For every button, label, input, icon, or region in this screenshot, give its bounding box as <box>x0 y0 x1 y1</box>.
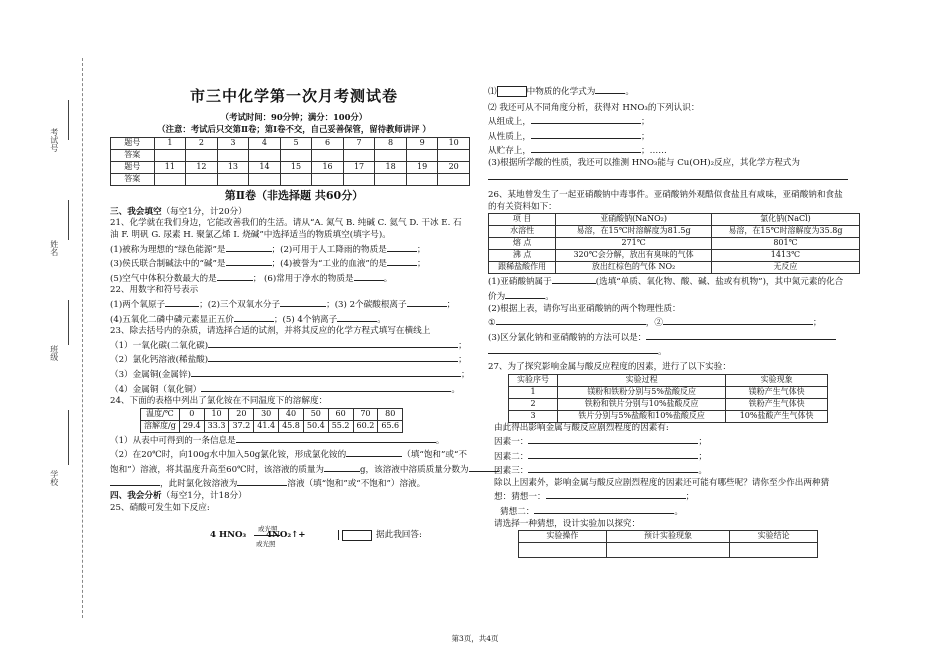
qnum: 13 <box>217 161 249 173</box>
t26-cell: 801℃ <box>711 238 859 250</box>
eq-mid: 4NO₂↑+ <box>266 530 306 541</box>
answer-blank[interactable] <box>217 271 253 281</box>
t27-cell: 10%盐酸产生气体快 <box>726 410 828 422</box>
q24-2d: g，该溶液中溶质质量分数为 <box>360 464 469 475</box>
q21-6: ； (6)常用于净水的物质是 <box>252 273 354 284</box>
q26-2: (2)根据上表，请你写出亚硝酸钠的两个物理性质： <box>488 303 681 314</box>
answer-blank[interactable] <box>201 382 451 392</box>
t27-cell: 镁粉和铁粉分别与5%盐酸反应 <box>558 386 726 398</box>
t27-head: 实验现象 <box>726 374 828 386</box>
answer-blank[interactable] <box>208 352 458 362</box>
qnum: 6 <box>312 137 344 149</box>
q24-2a: （2）在20℃时，向100g水中加入50g氯化铵，形成氯化铵的 <box>110 450 347 461</box>
q26-3: (3)区分氯化钠和亚硝酸钠的方法可以是： <box>488 332 647 343</box>
answer-blank[interactable] <box>528 463 698 473</box>
sol-temp: 50 <box>303 408 328 420</box>
side-school-line <box>68 410 69 465</box>
q24-text: 24、下面的表格中列出了氯化铵在不同温度下的溶解度： <box>110 396 328 407</box>
answer-blank[interactable] <box>354 271 384 281</box>
sol-value: 65.6 <box>378 420 403 432</box>
sol-temp: 10 <box>204 408 229 420</box>
q26-1b: (选填“单质、氧化物、酸、碱、盐或有机物”)，其中氮元素的化合 <box>595 277 844 288</box>
exp-head: 实验操作 <box>519 531 607 543</box>
sol-value: 60.2 <box>353 420 378 432</box>
answer-cell[interactable] <box>343 149 375 161</box>
eq-arrow-mark <box>338 530 339 540</box>
side-name-line <box>68 200 69 240</box>
t27-head: 实验序号 <box>509 374 558 386</box>
q26-text-b: 的有关资料如下： <box>488 201 557 212</box>
q22-text: 22、用数字和符号表示 <box>110 285 199 296</box>
right-column: ⑴ 中物质的化学式为 。 ⑵ 我还可从不同角度分析，获得对 HNO₃的下列认识： 从组成上， ； 从性质上， ； 从贮存上， ；…… (3)根据所学酸的性质，我还可以推测 HNO₃能与 Cu(OH)₂反应，其化学方程式为 26、某地曾发生了一起亚硝酸钠中毒事件。亚硝酸钠外观酷似食盐且有咸味，亚硝酸钠和食盐 的有关资料如下： 项 目 亚硝酸钠(NaNO₂) 氯化钠(NaCl) 水溶性 易溶，在15℃时溶解度为81.5g 易溶，在15℃时溶解度为35.8g 熔 点 271℃ 801℃ 沸 点 320℃会分解，放出有臭味的气体 1413℃ 跟稀盐酸作用 放出红棕色的气体 NO₂ 无反应 (1)亚硝酸钠属于 (选填“单质、氧化物、酸、碱、盐或有机物”)，其中氮元素的化合 价为 。 (2)根据上表，请你写出亚硝酸钠的两个物理性质： ① ，② ； (3)区分氯化钠和亚硝酸钠的方法可以是： 。 27、为了探究影响金属与酸反应程度的因素，进行了以下实验： 实验序号 实验过程 实验现象 1 镁粉和铁粉分别与5%盐酸反应 镁粉产生气体快 2 铁粉和铁片分别与10%盐酸反应 铁粉产生气体快 3 铁片分别与5%盐酸和10%盐酸反应 10%盐酸产生气体快 由此得出影响金属与酸反应剧烈程度的因素有: 因素一： ； 因素二： ； 因素三： 。 除以上因素外，影响金属与酸反应剧烈程度的因素还可能有哪些呢？请你至少作出两种猜 想：猜想一： ； 猜想二： 。 请选择一种猜想，设计实验加以探究： 实验操作 预计实验现象 实验结论 <box>488 84 863 558</box>
metal-acid-table <box>508 374 828 423</box>
side-name-label: 姓名 <box>49 240 59 256</box>
q24-1: （1）从表中可得到的一条信息是 <box>110 435 236 446</box>
q26-1a: (1)亚硝酸钠属于 <box>488 277 552 288</box>
guess-1: 想：猜想一： <box>494 492 546 503</box>
qnum: 16 <box>312 161 344 173</box>
q22-3: ；(3) 2个碳酸根离子 <box>326 299 407 310</box>
sol-value: 41.4 <box>254 420 279 432</box>
answer-blank[interactable] <box>324 462 360 472</box>
t27-cell: 镁粉产生气体快 <box>726 386 828 398</box>
qnum: 10 <box>438 137 470 149</box>
sol-temp: 60 <box>328 408 353 420</box>
answer-blank[interactable] <box>191 367 461 377</box>
qnum: 4 <box>249 137 281 149</box>
qnum: 20 <box>438 161 470 173</box>
exp-cell[interactable] <box>730 543 818 558</box>
t26-cell: 易溶，在15℃时溶解度为35.8g <box>711 226 859 238</box>
qnum: 1 <box>154 137 186 149</box>
t27-head: 实验过程 <box>558 374 726 386</box>
answer-cell[interactable] <box>186 149 218 161</box>
r2-2: 从性质上， <box>488 131 531 142</box>
q22-4: (4)五氧化二磷中磷元素显正五价 <box>110 314 234 325</box>
sol-temp: 0 <box>179 408 204 420</box>
exp-head: 预计实验现象 <box>606 531 730 543</box>
exp-cell[interactable] <box>519 543 607 558</box>
q22-1: (1)两个氧原子 <box>110 299 166 310</box>
answer-blank[interactable] <box>663 315 813 325</box>
sol-value: 55.2 <box>328 420 353 432</box>
exp-cell[interactable] <box>606 543 730 558</box>
sol-temp: 80 <box>378 408 403 420</box>
answer-blank[interactable] <box>552 274 596 284</box>
answer-cell[interactable] <box>406 149 438 161</box>
r2-text: ⑵ 我还可从不同角度分析，获得对 HNO₃的下列认识： <box>488 102 700 113</box>
q23-2: （2）氯化钙溶液(稀盐酸) <box>110 355 209 366</box>
answer-blank[interactable] <box>505 289 545 299</box>
section-3-head: 三、我会填空 <box>110 206 162 217</box>
factor-2: 因素二： <box>494 451 529 462</box>
sol-temp: 20 <box>229 408 254 420</box>
q21-4: ；(4)被誉为“工业的血液”的是 <box>271 259 387 270</box>
side-school-label: 学校 <box>49 470 59 486</box>
sol-value: 33.3 <box>204 420 229 432</box>
answer-cell[interactable] <box>438 149 470 161</box>
q27-a: 由此得出影响金属与酸反应剧烈程度的因素有: <box>494 422 669 433</box>
sol-temp: 70 <box>353 408 378 420</box>
t27-cell: 铁粉产生气体快 <box>726 398 828 410</box>
answer-blank[interactable] <box>165 297 199 307</box>
section-3-note: （每空1分，计20分） <box>161 206 247 217</box>
t26-cell: 熔 点 <box>489 238 556 250</box>
answer-blank[interactable] <box>646 330 836 340</box>
answer-cell[interactable] <box>186 173 218 185</box>
sol-value: 37.2 <box>229 420 254 432</box>
q24-2b: （填“饱和”或“不 <box>402 450 467 461</box>
q23-3: （3）金属铜(金属锌) <box>110 369 191 380</box>
sol-value: 29.4 <box>179 420 204 432</box>
qnum: 11 <box>154 161 186 173</box>
q27-text: 27、为了探究影响金属与酸反应程度的因素，进行了以下实验： <box>488 361 731 372</box>
answer-blank[interactable] <box>234 312 274 322</box>
q25-text: 25、硝酸可发生如下反应: <box>110 502 210 513</box>
t26-cell: 水溶性 <box>489 226 556 238</box>
exam-title: 市三中化学第一次月考测试卷 <box>189 87 398 105</box>
qnum: 18 <box>375 161 407 173</box>
t26-cell: 320℃会分解，放出有臭味的气体 <box>556 250 712 262</box>
qnum: 3 <box>217 137 249 149</box>
answer-table <box>110 137 470 186</box>
answer-blank[interactable] <box>531 129 641 139</box>
answer-cell[interactable] <box>312 149 344 161</box>
qnum: 15 <box>280 161 312 173</box>
q23-4: （4）金属铜（氧化铜） <box>110 384 202 395</box>
qnum: 8 <box>375 137 407 149</box>
r2-3-end: …… <box>649 146 667 157</box>
answer-table-alabel: 答案 <box>111 173 155 185</box>
q27-c: 请选择一种猜想，设计实验加以探究： <box>494 518 641 529</box>
experiment-table <box>518 530 818 558</box>
answer-blank[interactable] <box>110 476 160 486</box>
q24-2e: ，此时氯化铵溶液为 <box>160 479 238 490</box>
eq-tail: 据此我回答: <box>376 530 422 541</box>
side-class-label: 班级 <box>49 345 59 361</box>
t27-cell: 铁片分别与5%盐酸和10%盐酸反应 <box>558 410 726 422</box>
factor-1: 因素一： <box>494 437 529 448</box>
answer-blank[interactable] <box>546 489 686 499</box>
answer-cell[interactable] <box>154 173 186 185</box>
q22-2: ；(2)三个双氧水分子 <box>199 299 281 310</box>
answer-cell[interactable] <box>438 173 470 185</box>
q21-1: (1)被称为理想的“绿色能源”是 <box>110 244 226 255</box>
t26-cell: 沸 点 <box>489 250 556 262</box>
answer-blank[interactable] <box>337 312 377 322</box>
q23-text: 23、除去括号内的杂质，请选择合适的试剂，并将其反应的化学方程式填写在横线上 <box>110 326 431 337</box>
answer-blank[interactable] <box>488 344 658 354</box>
q26-2b: ，② <box>645 318 663 329</box>
answer-cell[interactable] <box>217 149 249 161</box>
answer-blank[interactable] <box>528 449 698 459</box>
t27-cell: 1 <box>509 386 558 398</box>
eq-cond-bottom: 或光照 <box>256 540 276 549</box>
nitrite-table <box>488 213 860 274</box>
side-class-line <box>68 300 69 345</box>
exp-head: 实验结论 <box>730 531 818 543</box>
qnum: 7 <box>343 137 375 149</box>
answer-cell[interactable] <box>312 173 344 185</box>
answer-blank[interactable] <box>346 447 402 457</box>
answer-cell[interactable] <box>280 149 312 161</box>
q26-2a: ① <box>488 318 496 329</box>
answer-blank[interactable] <box>531 114 641 124</box>
qnum: 14 <box>249 161 281 173</box>
r2-3: 从贮存上， <box>488 146 531 157</box>
answer-blank[interactable] <box>280 297 326 307</box>
exam-notice: （注意：考试后只交第Ⅱ卷；第Ⅰ卷不交，自己妥善保管，留待教师讲评 ） <box>157 123 431 134</box>
t27-cell: 2 <box>509 398 558 410</box>
t26-head: 氯化钠(NaCl) <box>711 214 859 226</box>
q24-2c: 饱和”）溶液，将其温度升高至60℃时，该溶液的质量为 <box>110 464 325 475</box>
qnum: 19 <box>406 161 438 173</box>
answer-blank[interactable] <box>226 256 272 266</box>
r2-1: 从组成上， <box>488 117 531 128</box>
qnum: 9 <box>406 137 438 149</box>
eq-product-box[interactable] <box>342 530 372 541</box>
factor-3: 因素三： <box>494 466 529 477</box>
q23-1: （1）一氧化碳(二氧化碳) <box>110 340 209 351</box>
answer-cell[interactable] <box>406 173 438 185</box>
answer-blank[interactable] <box>528 434 698 444</box>
t26-head: 亚硝酸钠(NaNO₂) <box>556 214 712 226</box>
left-column: 市三中化学第一次月考测试卷 （考试时间：90分钟；满分：100分） （注意：考试后只交第Ⅱ卷；第Ⅰ卷不交，自己妥善保管，留待教师讲评 ） 题号 1 2 3 4 5 6 7 8 9 10 答案 题号 11 12 13 14 15 16 17 18 19 20 答案 第Ⅱ卷（非选择题 共60分） 三、我会填空（每空1分，计20分） 21、化学就在我们身边，它能改善我们的生活。请从“A. 氮气 B. 纯碱 C. 氦气 D. 干冰 E. 石 油 F. 明矾 G. 尿素 H. 聚氯乙烯 I. 烧碱”中选择适当的物质填空(填字号)。 (1)被称为理想的“绿色能源”是 ；(2)可用于人工降雨的物质是 ； (3)侯氏联合制碱法中的“碱”是 ；(4)被誉为“工业的血液”的是 ； (5)空气中体积分数最大的是 ； (6)常用于净水的物质是 。 22、用数字和符号表示 (1)两个氧原子 ；(2)三个双氧水分子 ；(3) 2个碳酸根离子 ； (4)五氧化二磷中磷元素显正五价 ；(5) 4个钠离子 。 23、除去括号内的杂质，请选择合适的试剂，并将其反应的化学方程式填写在横线上 （1）一氧化碳(二氧化碳) ； （2）氯化钙溶液(稀盐酸) ； （3）金属铜(金属锌) ； （4）金属铜（氧化铜） 。 24、下面的表格中列出了氯化铵在不同温度下的溶解度： 温度/℃ 0 10 20 30 40 50 60 70 80 溶解度/g 29.4 33.3 37.2 41.4 45.8 50.4 55.2 60.2 65.6 （1）从表中可得到的一条信息是 。 （2）在20℃时，向100g水中加入50g氯化铵，形成氯化铵的 （填“饱和”或“不 饱和”）溶液，将其温度升高至60℃时，该溶液的质量为 g，该溶液中溶质质量分数为 ，此时氯化铵溶液为 溶液（填“饱和”或“不饱和”）溶液。 四、我会分析（每空1分，计18分） 25、硝酸可发生如下反应: 4 HNO₃ 或光照 或光照 4NO₂↑+ 据此我回答: <box>110 84 478 552</box>
answer-cell[interactable] <box>249 173 281 185</box>
answer-cell[interactable] <box>280 173 312 185</box>
sol-temp: 30 <box>254 408 279 420</box>
answer-blank[interactable] <box>496 315 646 325</box>
q22-5: ；(5) 4个钠离子 <box>273 314 338 325</box>
solubility-table <box>140 408 403 433</box>
r3-text: (3)根据所学酸的性质，我还可以推测 HNO₃能与 Cu(OH)₂反应，其化学方程式为 <box>488 157 800 168</box>
sol-temp: 40 <box>279 408 304 420</box>
exam-time-note: （考试时间：90分钟；满分：100分） <box>220 112 368 123</box>
sol-value: 50.4 <box>303 420 328 432</box>
q27-b: 除以上因素外，影响金属与酸反应剧烈程度的因素还可能有哪些呢？请你至少作出两种猜 <box>494 477 830 488</box>
q21-text-b: 油 F. 明矾 G. 尿素 H. 聚氯乙烯 I. 烧碱”中选择适当的物质填空(填字号)。 <box>110 229 391 240</box>
answer-blank[interactable] <box>226 242 272 252</box>
qnum: 17 <box>343 161 375 173</box>
q21-3: (3)侯氏联合制碱法中的“碱”是 <box>110 259 226 270</box>
t26-cell: 易溶，在15℃时溶解度为81.5g <box>556 226 712 238</box>
sol-label: 溶解度/g <box>141 420 180 432</box>
reaction-equation <box>110 522 478 552</box>
answer-blank[interactable] <box>387 242 417 252</box>
section-4-note: （每空1分，计18分） <box>161 491 247 502</box>
r1-b: 中物质的化学式为 <box>526 87 596 97</box>
qnum: 5 <box>280 137 312 149</box>
sol-temp-label: 温度/℃ <box>141 408 180 420</box>
t26-cell: 跟稀盐酸作用 <box>489 262 556 274</box>
answer-blank[interactable] <box>208 338 458 348</box>
r1-a: ⑴ <box>488 87 497 97</box>
q21-2: ；(2)可用于人工降雨的物质是 <box>271 244 387 255</box>
page-footer: 第3页，共4页 <box>451 634 499 643</box>
t26-cell: 放出红棕色的气体 NO₂ <box>556 262 712 274</box>
section-4-head: 四、我会分析 <box>110 491 162 502</box>
guess-2: 猜想二： <box>500 507 535 518</box>
answer-blank[interactable] <box>534 504 674 514</box>
answer-blank[interactable] <box>531 143 641 153</box>
sol-value: 45.8 <box>279 420 304 432</box>
q26-text-a: 26、某地曾发生了一起亚硝酸钠中毒事件。亚硝酸钠外观酷似食盐且有咸味，亚硝酸钠和食盐 <box>488 190 843 201</box>
eq-cond-top: 或光照 <box>258 525 278 534</box>
q24-2f: 溶液（填“饱和”或“不饱和”）溶液。 <box>287 479 426 490</box>
t26-cell: 无反应 <box>711 262 859 274</box>
qnum: 2 <box>186 137 218 149</box>
t27-cell: 铁粉和铁片分别与10%盐酸反应 <box>558 398 726 410</box>
answer-cell[interactable] <box>375 173 407 185</box>
answer-table-qlabel: 题号 <box>111 137 155 149</box>
binding-dashed-line <box>82 58 83 618</box>
side-exam-number-line <box>68 100 69 140</box>
answer-blank[interactable] <box>407 297 447 307</box>
answer-cell[interactable] <box>154 149 186 161</box>
r1-box[interactable] <box>497 86 527 97</box>
q26-1c: 价为 <box>488 291 506 302</box>
t27-cell: 3 <box>509 410 558 422</box>
t26-cell: 271℃ <box>556 238 712 250</box>
answer-cell[interactable] <box>249 149 281 161</box>
section-2-title: 第Ⅱ卷（非选择题 共60分） <box>224 188 364 202</box>
answer-blank[interactable] <box>237 476 287 486</box>
answer-blank[interactable] <box>595 84 625 94</box>
eq-left: 4 HNO₃ <box>210 530 247 541</box>
t26-cell: 1413℃ <box>711 250 859 262</box>
answer-cell[interactable] <box>375 149 407 161</box>
answer-table-alabel: 答案 <box>111 149 155 161</box>
q21-text-a: 21、化学就在我们身边，它能改善我们的生活。请从“A. 氮气 B. 纯碱 C. 氦气 D. 干冰 E. 石 <box>110 218 462 229</box>
answer-cell[interactable] <box>343 173 375 185</box>
t26-head: 项 目 <box>489 214 556 226</box>
q21-5: (5)空气中体积分数最大的是 <box>110 273 217 284</box>
answer-blank[interactable] <box>488 170 848 180</box>
answer-table-qlabel: 题号 <box>111 161 155 173</box>
answer-blank[interactable] <box>236 433 436 443</box>
answer-cell[interactable] <box>217 173 249 185</box>
answer-blank[interactable] <box>387 256 417 266</box>
side-exam-number-label: 考试号 <box>49 128 59 152</box>
qnum: 12 <box>186 161 218 173</box>
